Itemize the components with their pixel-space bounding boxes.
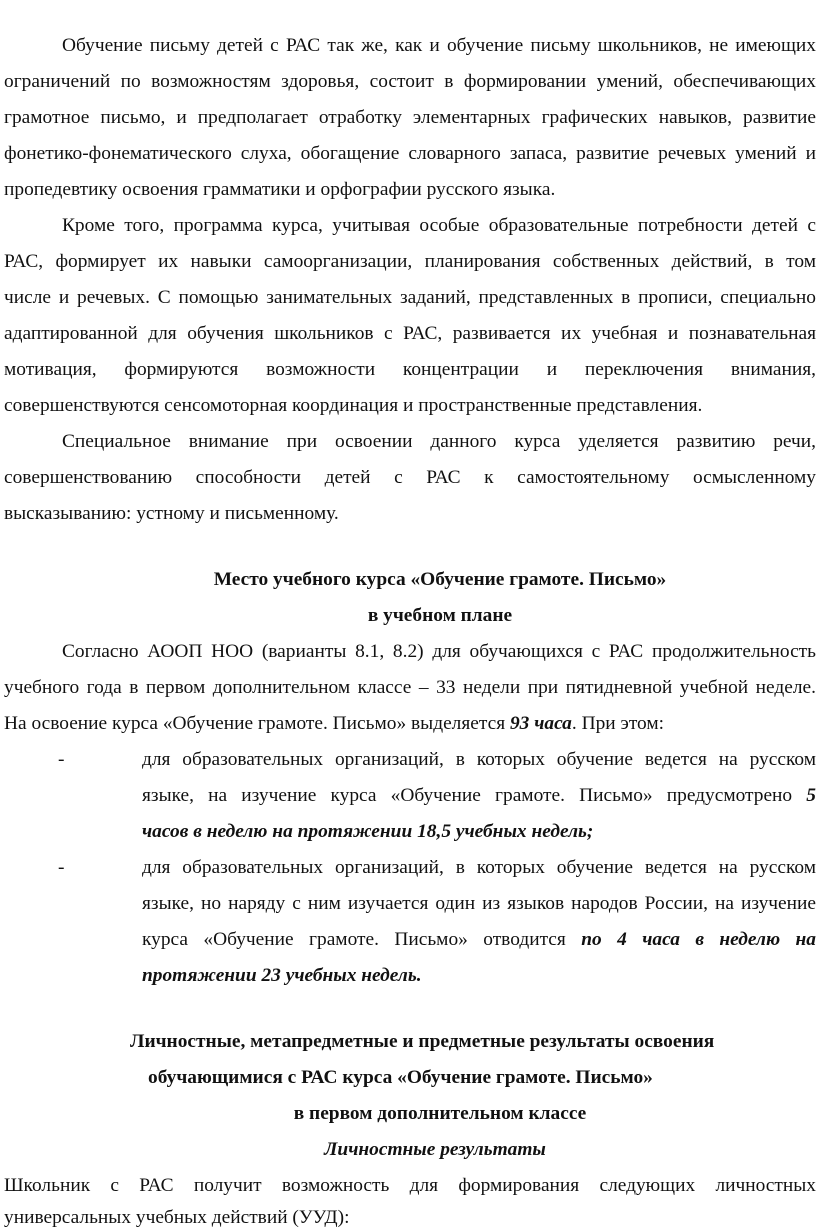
hours-prefix: На освоение курса «Обучение грамоте. Письмо» выделяется [4,713,510,734]
bullet-2-line [142,928,816,952]
bullet-1-line: часов в неделю на протяжении 18,5 учебных недель; [142,821,594,842]
paragraph-3-line: высказыванию: устному и письменному. [4,503,339,524]
subsection-heading: Личностные результаты [324,1139,546,1160]
paragraph-2-line: РАС, формирует их навыки самоорганизации, планирования собственных действий, в том [4,251,816,272]
section-1-body-line [4,712,816,736]
section-heading: в первом дополнительном классе [293,1103,587,1124]
paragraph-3-line: совершенствованию способности детей с РАС к самостоятельному осмысленному [4,467,816,488]
hours-suffix: . При этом: [571,713,665,734]
section-heading: в учебном плане [367,605,513,626]
bullet-2-line: для образовательных организаций, в которых обучение ведется на русском [142,857,816,878]
bullet-2-line: языке, но наряду с ним изучается один из языков народов России, на изучение [142,893,816,914]
bullet-1-line: для образовательных организаций, в которых обучение ведется на русском [142,749,816,770]
paragraph-1-line: фонетико-фонематического слуха, обогащение словарного запаса, развитие речевых умений и [4,143,816,164]
section-1-body-line: Согласно АООП НОО (варианты 8.1, 8.2) для обучающихся с РАС продолжительность [62,641,816,662]
bullet-2-hours: по 4 часа в неделю на [581,929,816,950]
paragraph-2-line: адаптированной для обучения школьников с РАС, развивается их учебная и познавательная [4,323,816,344]
bullet-1-line [142,784,816,808]
paragraph-1-line: пропедевтику освоения грамматики и орфографии русского языка. [4,179,556,200]
section-1-body-line: учебного года в первом дополнительном классе – 33 недели при пятидневной учебной неделе. [4,677,816,698]
hours-value: 93 часа [509,713,572,734]
paragraph-1-line: грамотное письмо, и предполагает отработку элементарных графических навыков, развитие [4,107,816,128]
section-heading: Личностные, метапредметные и предметные результаты освоения [130,1031,715,1052]
bullet-marker: - [58,749,65,770]
paragraph-1-line: ограничений по возможностям здоровья, состоит в формировании умений, обеспечивающих [4,71,816,92]
paragraph-2-line: Кроме того, программа курса, учитывая особые образовательные потребности детей с [62,215,816,236]
paragraph-2-line: мотивация, формируются возможности концентрации и переключения внимания, [4,359,816,380]
bullet-marker: - [58,857,65,878]
section-2-body-line: Школьник с РАС получит возможность для формирования следующих личностных [4,1175,816,1196]
paragraph-2-line: числе и речевых. С помощью занимательных заданий, представленных в прописи, специально [4,287,816,308]
paragraph-2-line: совершенствуются сенсомоторная координация и пространственные представления. [4,395,703,416]
section-2-body-line: универсальных учебных действий (УУД): [4,1207,350,1228]
section-heading: Место учебного курса «Обучение грамоте. Письмо» [213,569,667,590]
section-heading: обучающимися с РАС курса «Обучение грамоте. Письмо» [148,1067,653,1088]
bullet-1-hours: 5 [806,785,816,806]
bullet-2-line: протяжении 23 учебных недель. [142,965,422,986]
bullet-2-text: курса «Обучение грамоте. Письмо» отводится [142,929,582,950]
paragraph-3-line: Специальное внимание при освоении данного курса уделяется развитию речи, [62,431,816,452]
bullet-1-text: языке, на изучение курса «Обучение грамоте. Письмо» предусмотрено [142,785,807,806]
paragraph-1-line: Обучение письму детей с РАС так же, как и обучение письму школьников, не имеющих [62,35,816,56]
